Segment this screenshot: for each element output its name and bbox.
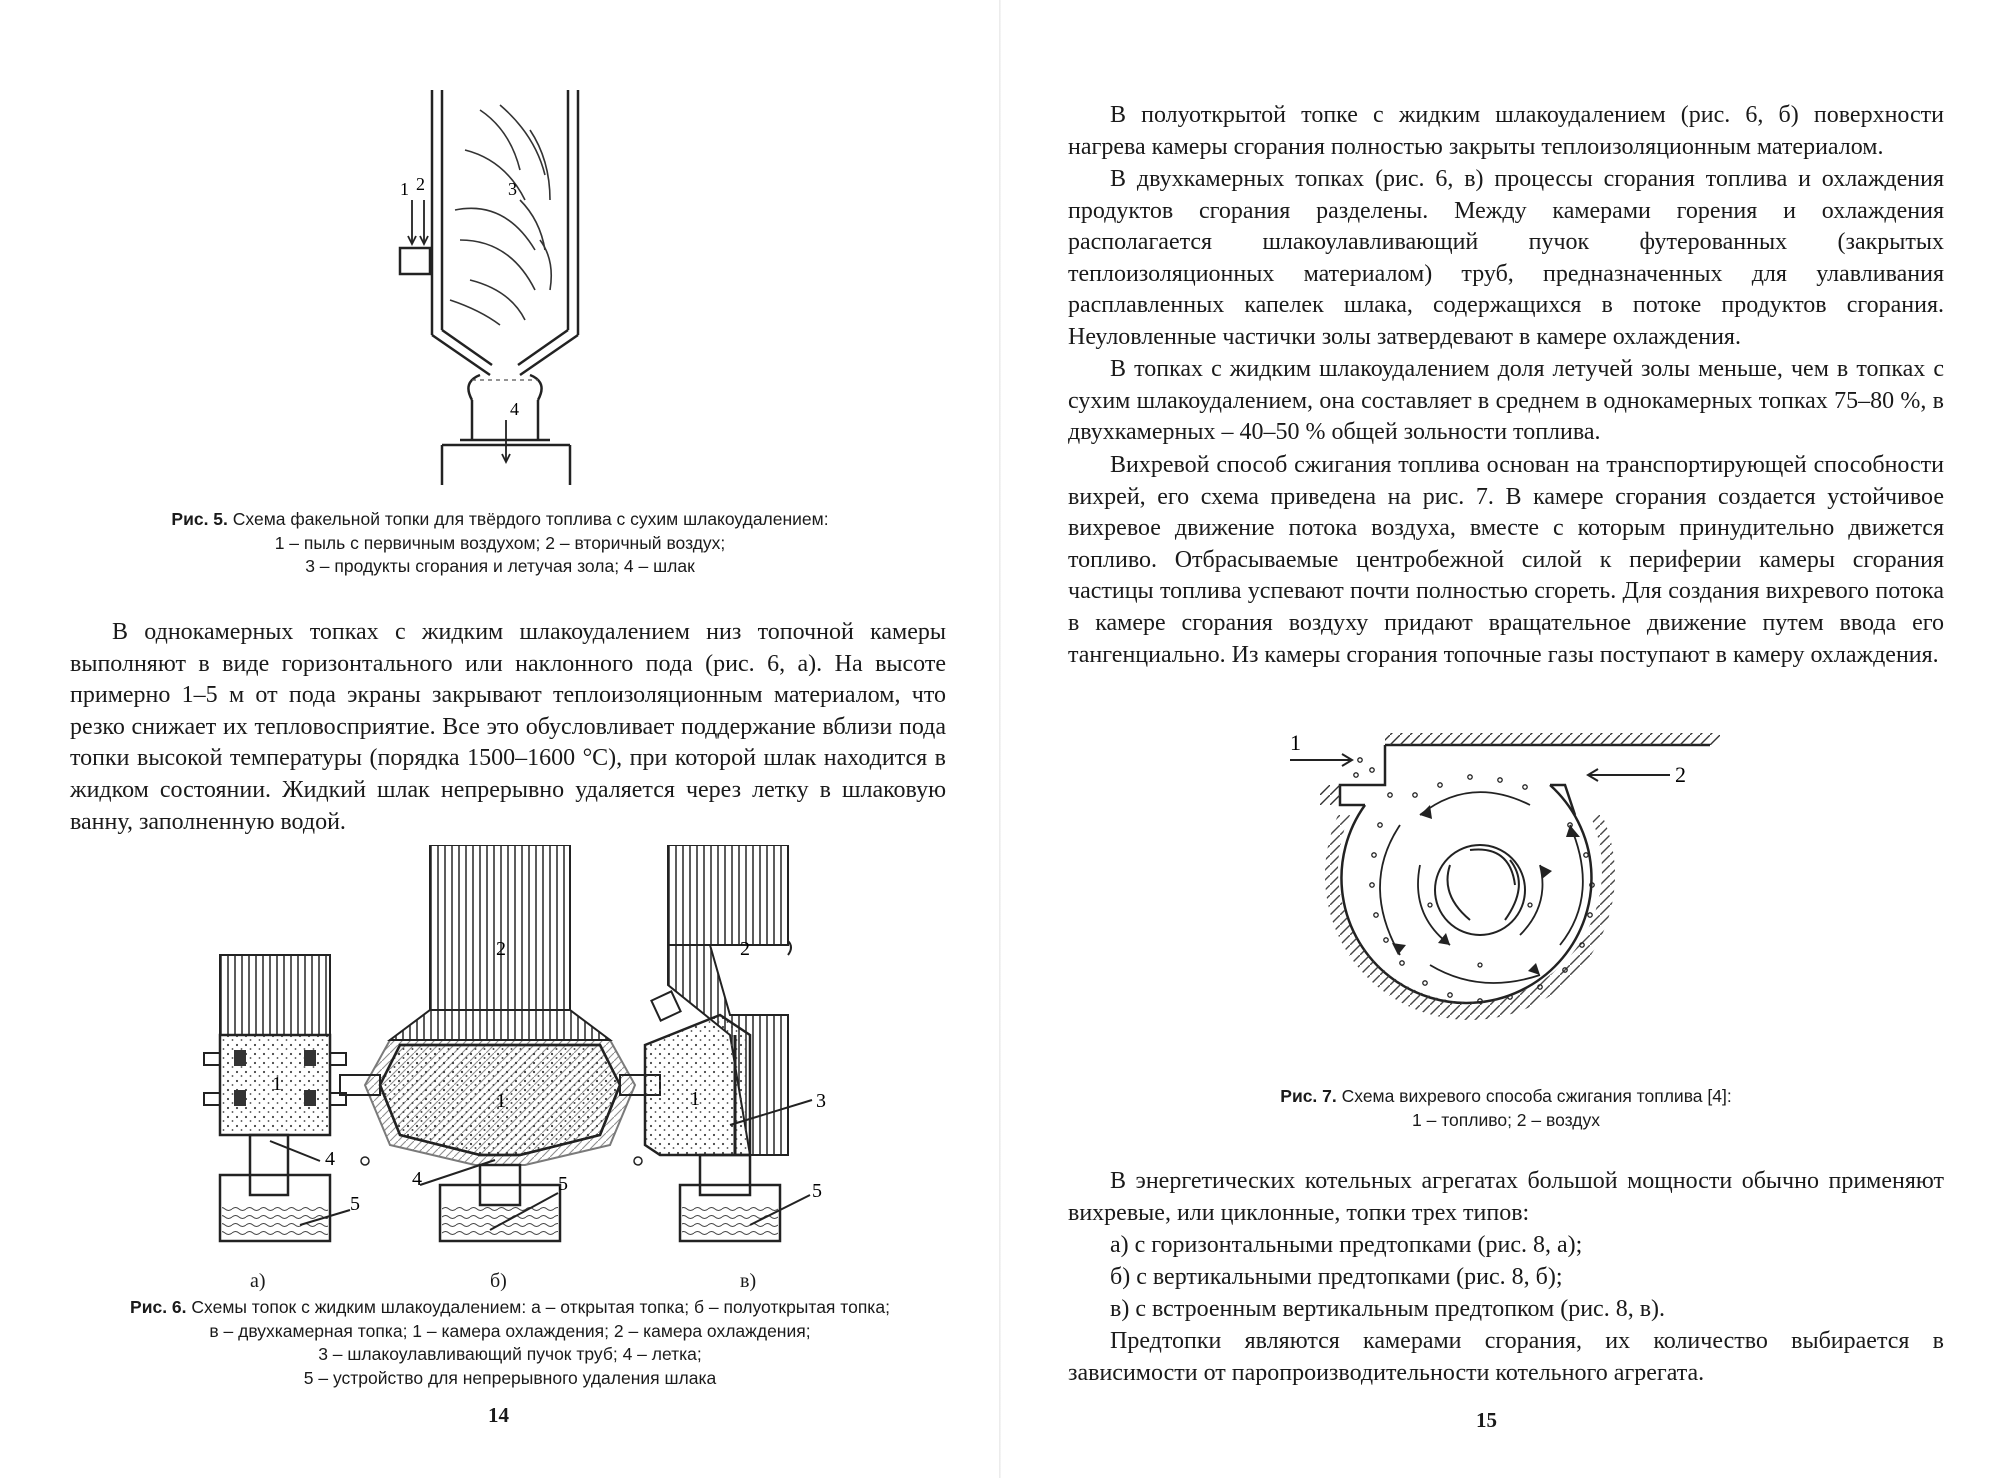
figure-5-caption-line3: 3 – продукты сгорания и летучая зола; 4 – шлак (305, 556, 695, 576)
figure-5-caption-line1: Схема факельной топки для твёрдого топлива с сухим шлакоудалением: (232, 509, 829, 529)
figure-7-caption-line2: 1 – топливо; 2 – воздух (1412, 1109, 1600, 1130)
figure-6-caption (70, 1296, 950, 1390)
fig6-marker-4a: 4 (325, 1148, 335, 1170)
figure-5-furnace-diagram (380, 90, 620, 490)
fig6-a-open-furnace (204, 955, 350, 1241)
list-item-a: а) с горизонтальными предтопками (рис. 8, а); (1110, 1232, 1583, 1258)
fig6-sublabel-c: в) (740, 1270, 757, 1292)
right-paragraph-1: В полуоткрытой топке с жидким шлакоудалением (рис. 6, б) поверхности нагрева камеры сгорания полностью закрыты теплоизоляционным материалом. (1068, 102, 1944, 160)
left-paragraph-1: В однокамерных топках с жидким шлакоудалением низ топочной камеры выполняют в виде горизонтального или наклонного пода (рис. 6, а). На высоте примерно 1–5 м от пода экраны закрывают теплоизоляционным материалом, что резко снижает их тепловосприятие. Все это обусловливает поддержание вблизи пода топки высокой температуры (порядка 1500–1600 °С), при которой шлак находится в жидком состоянии. Жидкий шлак непрерывно удаляется через летку в шлаковую ванну, заполненную водой. (70, 619, 946, 835)
right-paragraph-5: В энергетических котельных агрегатах большой мощности обычно применяют вихревые, или циклонные, топки трех типов: (1068, 1168, 1944, 1226)
fig6-marker-5b: 5 (558, 1173, 568, 1195)
fig6-marker-2c: 2 (740, 938, 750, 960)
fig5-marker-4: 4 (510, 399, 519, 419)
right-paragraph-3: В топках с жидким шлакоудалением доля летучей золы меньше, чем в топках с сухим шлакоудалением, она составляет в среднем в однокамерных топках 75–80 %, в двухкамерных – 40–50 % общей зольности топлива. (1068, 356, 1944, 446)
right-page-number: 15 (1476, 1408, 1497, 1432)
fig6-marker-3: 3 (816, 1090, 826, 1112)
list-item-b: б) с вертикальными предтопками (рис. 8, б); (1110, 1264, 1563, 1290)
figure-6-label: Рис. 6. (130, 1297, 187, 1317)
fig5-marker-1: 1 (400, 179, 409, 199)
figure-7-caption (1068, 1085, 1944, 1132)
fig7-marker-2: 2 (1675, 762, 1686, 787)
fig6-marker-4b: 4 (412, 1168, 422, 1190)
figure-7-caption-line1: Схема вихревого способа сжигания топлива [4]: (1341, 1086, 1732, 1106)
right-paragraph-6: Предтопки являются камерами сгорания, их количество выбирается в зависимости от паропроизводительности котельного агрегата. (1068, 1328, 1944, 1386)
figure-5-caption-line2: 1 – пыль с первичным воздухом; 2 – вторичный воздух; (274, 532, 726, 553)
fig6-marker-1b: 1 (496, 1090, 506, 1112)
fig6-marker-2b: 2 (496, 938, 506, 960)
left-page-number: 14 (488, 1403, 509, 1427)
fig6-sublabel-a: а) (250, 1270, 266, 1292)
fig6-c-two-chamber-furnace (645, 845, 812, 1241)
fig7-marker-1: 1 (1290, 730, 1301, 755)
fig6-marker-1a: 1 (272, 1073, 282, 1095)
fig5-marker-2: 2 (416, 174, 425, 194)
figure-7-vortex-diagram (1290, 725, 1730, 1045)
figure-6-caption-line2: в – двухкамерная топка; 1 – камера охлаждения; 2 – камера охлаждения; (209, 1320, 811, 1341)
right-paragraph-2: В двухкамерных топках (рис. 6, в) процессы сгорания топлива и охлаждения продуктов сгорания разделены. Между камерами горения и охлаждения располагается шлакоулавливающий пучок футерованных (закрытых теплоизоляционных материалом) труб, предназначенных для улавливания расплавленных капелек шлака, содержащихся в потоке продуктов сгорания. Неуловленные частички золы затвердевают в камере охлаждения. (1068, 166, 1944, 350)
right-page (1000, 0, 2000, 1478)
figure-6-caption-line1: Схемы топок с жидким шлакоудалением: а – открытая топка; б – полуоткрытая топка; (191, 1297, 890, 1317)
fig6-b-semi-open-furnace (340, 845, 660, 1241)
figure-7-label: Рис. 7. (1280, 1086, 1337, 1106)
list-item-c: в) с встроенным вертикальным предтопком (рис. 8, в). (1110, 1296, 1666, 1322)
fig6-marker-1c: 1 (690, 1088, 700, 1110)
right-paragraph-4: Вихревой способ сжигания топлива основан на транспортирующей способности вихрей, его схема приведена на рис. 7. В камере сгорания создается устойчивое вихревое движение потока воздуха, вместе с которым принудительно движется топливо. Отбрасываемые центробежной силой к периферии камеры сгорания частицы топлива успевают почти полностью сгореть. Для создания вихревого потока в камере сгорания воздуху придают вращательное движение путем ввода его тангенциально. Из камеры сгорания топочные газы поступают в камеру охлаждения. (1068, 452, 1944, 668)
figure-6-caption-line4: 5 – устройство для непрерывного удаления шлака (303, 1367, 717, 1388)
fig6-sublabel-b: б) (490, 1270, 507, 1292)
fig6-marker-5a: 5 (350, 1193, 360, 1215)
fig6-marker-5c: 5 (812, 1180, 822, 1202)
figure-5-label: Рис. 5. (171, 509, 228, 529)
fig5-marker-3: 3 (508, 179, 517, 199)
figure-6-caption-line3: 3 – шлакоулавливающий пучок труб; 4 – летка; (318, 1344, 702, 1364)
figure-6-furnace-diagrams (190, 845, 890, 1275)
figure-5-caption (110, 508, 890, 579)
